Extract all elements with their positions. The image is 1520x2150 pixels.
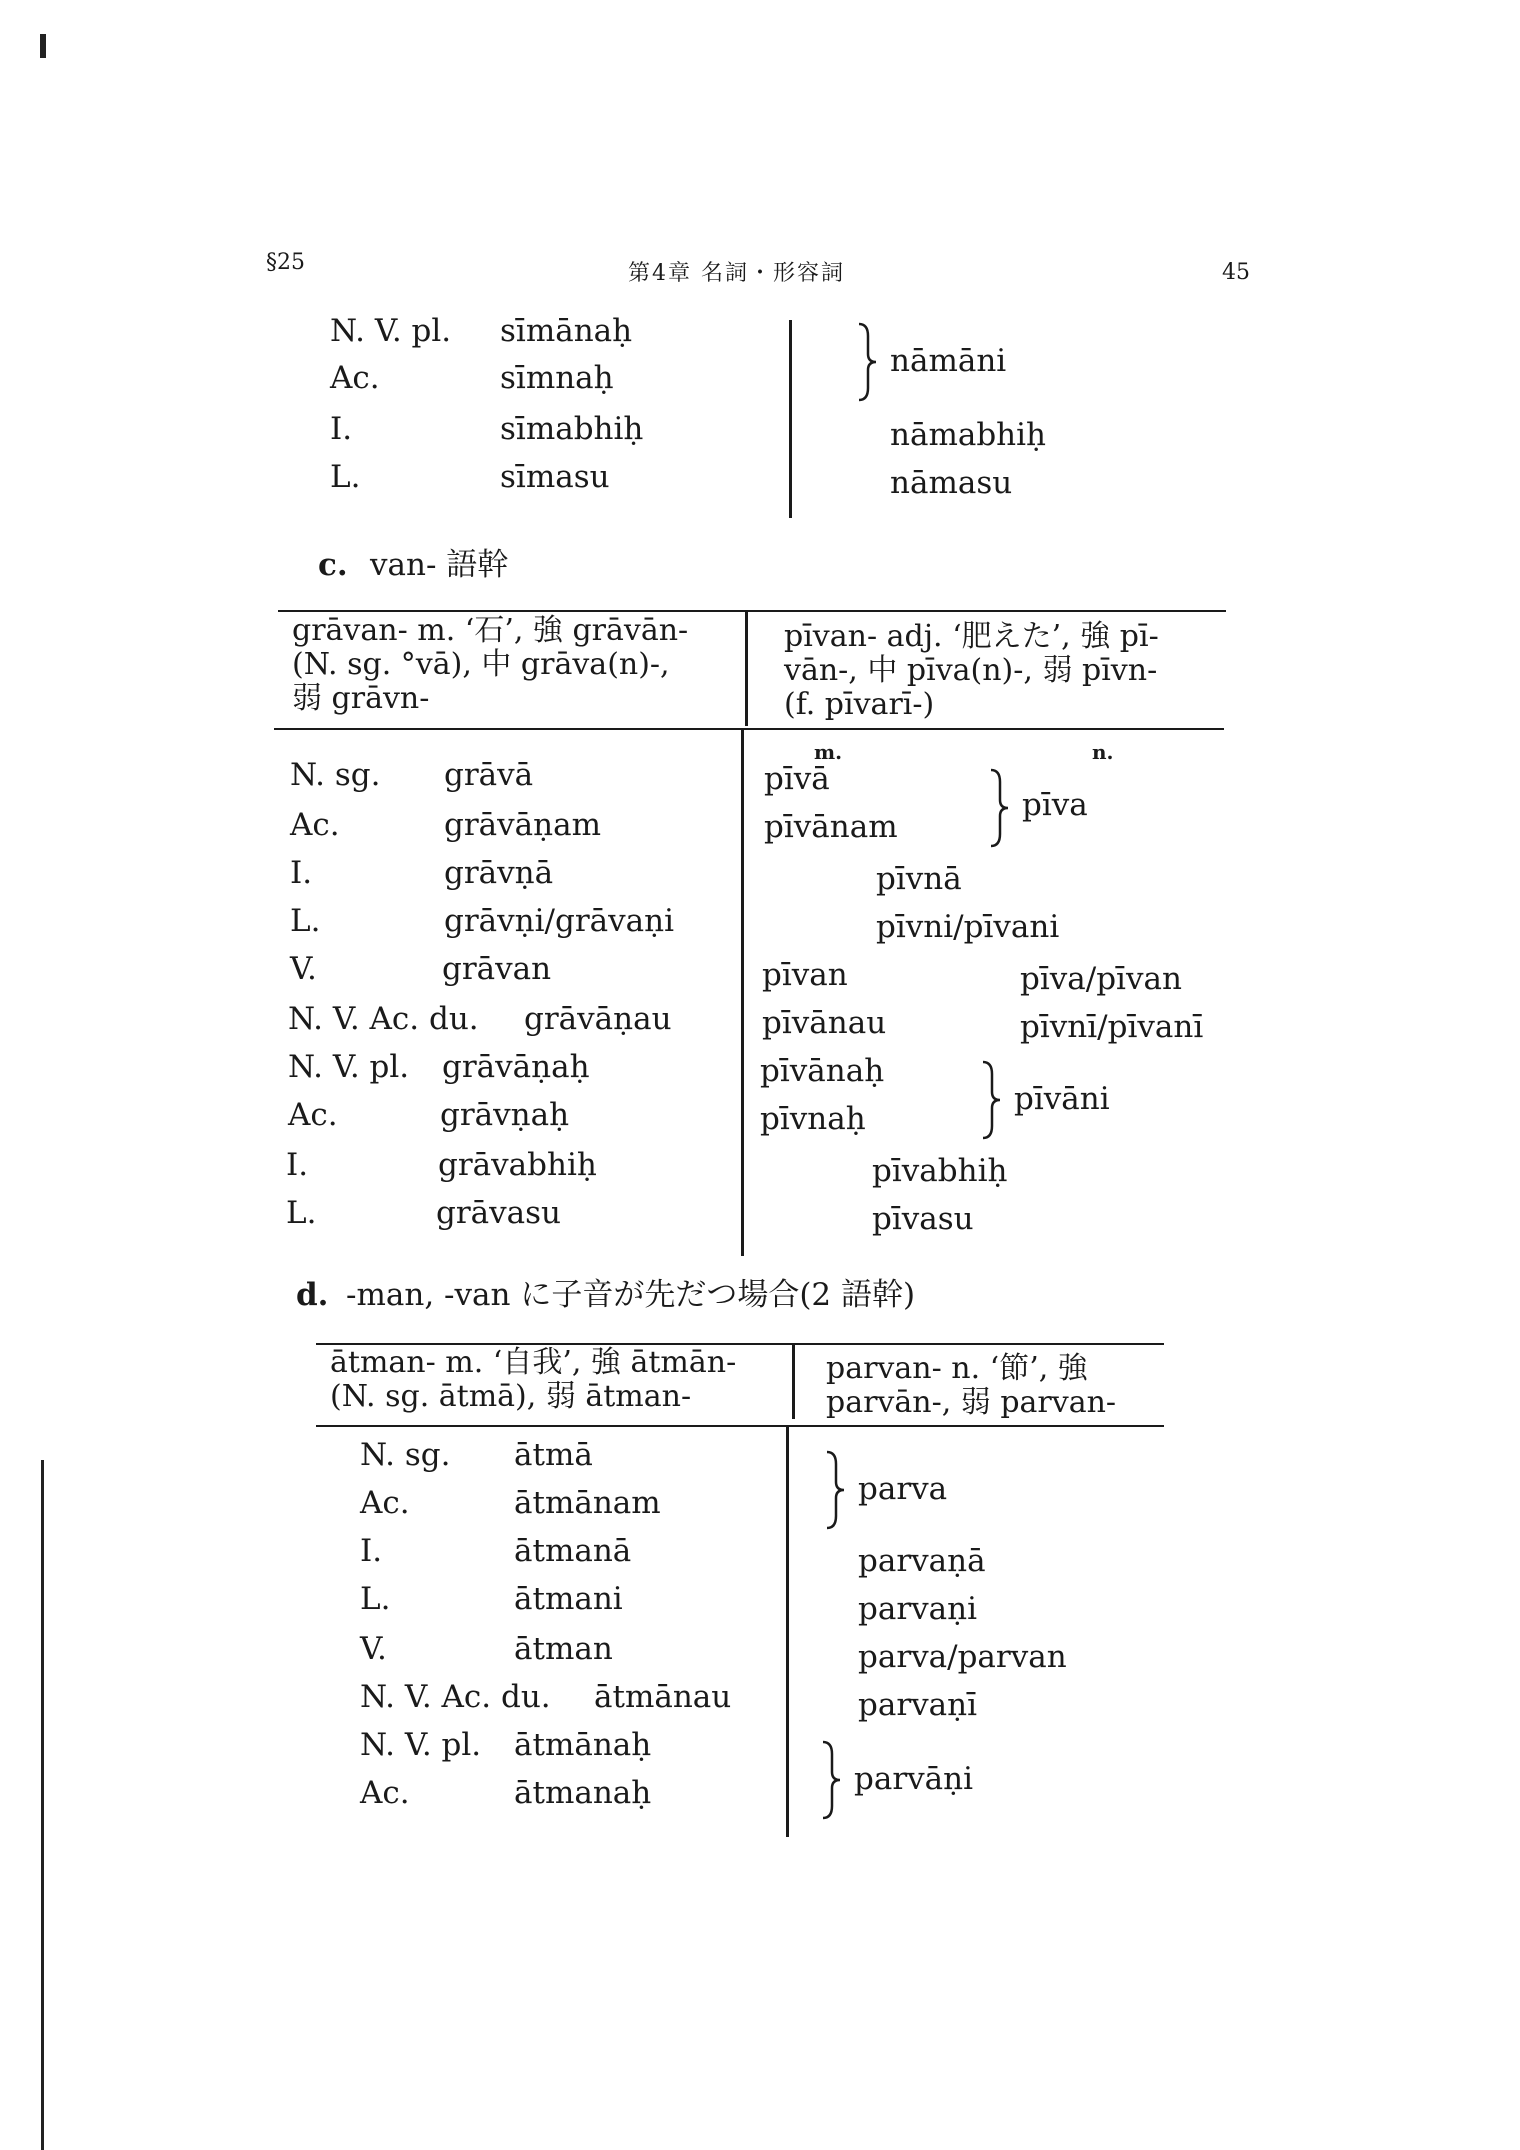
row-form: ātman xyxy=(514,1631,613,1667)
n-label: n. xyxy=(1092,740,1114,764)
row-form: grāvāṇau xyxy=(524,1001,672,1037)
form-acc-m: pīvānam xyxy=(764,809,898,845)
row-label: I. xyxy=(360,1533,383,1569)
brace-form: nāmāni xyxy=(890,343,1007,379)
form-du: parvaṇī xyxy=(858,1687,978,1723)
row-form: grāvabhiḥ xyxy=(438,1147,597,1183)
row-label: N. V. pl. xyxy=(330,313,452,349)
head-line: 弱 grāvn- xyxy=(292,681,430,716)
head-line: ātman- m. ‘自我’, 強 ātmān- xyxy=(330,1345,737,1380)
right-brace-icon xyxy=(980,1060,1004,1140)
row-label: L. xyxy=(290,903,321,939)
row-form: ātmānam xyxy=(514,1485,661,1521)
row-label: Ac. xyxy=(290,807,340,843)
row-label: Ac. xyxy=(360,1485,410,1521)
row-label: N. V. pl. xyxy=(288,1049,410,1085)
row-form: grāvṇi/grāvaṇi xyxy=(444,903,675,939)
head-bottom-rule xyxy=(316,1425,1164,1427)
column-divider xyxy=(741,730,744,1256)
row-label: L. xyxy=(286,1195,317,1231)
row-form: sīmānaḥ xyxy=(500,313,633,349)
head-line: (N. sg. °vā), 中 grāva(n)-, xyxy=(292,647,670,682)
form-apl-m: pīvnaḥ xyxy=(760,1101,866,1137)
right-brace-icon xyxy=(820,1740,844,1820)
row-label: I. xyxy=(286,1147,309,1183)
head-line: (N. sg. ātmā), 弱 ātman- xyxy=(330,1379,692,1414)
right-brace-icon xyxy=(824,1450,848,1530)
row-form: grāvan xyxy=(442,951,552,987)
row-form: grāvāṇam xyxy=(444,807,601,843)
section-letter: c. xyxy=(318,547,348,583)
row-label: Ac. xyxy=(288,1097,338,1133)
section-title: -man, -van に子音が先だつ場合(2 語幹) xyxy=(346,1277,916,1313)
column-divider xyxy=(792,1345,795,1419)
row-form: grāvṇaḥ xyxy=(440,1097,570,1133)
row-form: grāvā xyxy=(444,757,534,793)
form-loc: pīvni/pīvani xyxy=(876,909,1060,945)
form-npl-m: pīvānaḥ xyxy=(760,1053,885,1089)
row-label: N. sg. xyxy=(360,1437,451,1473)
head-line: (f. pīvarī-) xyxy=(784,687,935,722)
form-nsg-m: pīvā xyxy=(764,761,830,797)
form-du-m: pīvānau xyxy=(762,1005,887,1041)
form-loc-pl: nāmasu xyxy=(890,465,1013,501)
row-form: sīmasu xyxy=(500,459,610,495)
row-label: I. xyxy=(330,411,353,447)
row-label: I. xyxy=(290,855,313,891)
brace-form: pīvāni xyxy=(1014,1081,1110,1117)
row-form: ātmā xyxy=(514,1437,593,1473)
chapter-title: 第4章 名詞・形容詞 xyxy=(628,261,845,286)
m-label: m. xyxy=(814,740,843,764)
row-form: grāvasu xyxy=(436,1195,562,1231)
row-label: N. V. Ac. du. xyxy=(288,1001,479,1037)
brace-form: parva xyxy=(858,1471,948,1507)
form-ins-pl: pīvabhiḥ xyxy=(872,1153,1008,1189)
form-loc-pl: pīvasu xyxy=(872,1201,974,1237)
column-divider xyxy=(786,1427,789,1837)
row-label: L. xyxy=(330,459,361,495)
section-title: van- 語幹 xyxy=(370,547,509,583)
row-form: sīmnaḥ xyxy=(500,360,614,396)
head-line: pīvan- adj. ‘肥えた’, 強 pī- xyxy=(784,619,1159,654)
right-brace-icon xyxy=(856,322,880,402)
row-label: V. xyxy=(360,1631,387,1667)
column-divider xyxy=(745,612,748,726)
form-voc: parva/parvan xyxy=(858,1639,1067,1675)
head-line: grāvan- m. ‘石’, 強 grāvān- xyxy=(292,613,689,648)
row-label: N. V. pl. xyxy=(360,1727,482,1763)
row-form: ātmānaḥ xyxy=(514,1727,652,1763)
form-du-n: pīvnī/pīvanī xyxy=(1020,1009,1204,1045)
row-label: N. sg. xyxy=(290,757,381,793)
row-form: ātmani xyxy=(514,1581,623,1617)
row-label: V. xyxy=(290,951,317,987)
form-voc-m: pīvan xyxy=(762,957,848,993)
row-form: grāvṇā xyxy=(444,855,554,891)
column-divider xyxy=(789,320,792,518)
head-line: parvān-, 弱 parvan- xyxy=(826,1385,1117,1420)
margin-rule xyxy=(41,1460,44,2150)
row-form: sīmabhiḥ xyxy=(500,411,644,447)
row-label: L. xyxy=(360,1581,391,1617)
right-brace-icon xyxy=(988,768,1012,848)
brace-form: parvāṇi xyxy=(854,1761,974,1797)
head-line: parvan- n. ‘節’, 強 xyxy=(826,1351,1088,1386)
form-ins: parvaṇā xyxy=(858,1543,986,1579)
row-form: ātmānau xyxy=(594,1679,732,1715)
table-top-rule xyxy=(278,610,1226,612)
row-label: Ac. xyxy=(330,360,380,396)
form-ins-pl: nāmabhiḥ xyxy=(890,417,1047,453)
row-form: ātmanā xyxy=(514,1533,632,1569)
row-form: ātmanaḥ xyxy=(514,1775,652,1811)
row-label: Ac. xyxy=(360,1775,410,1811)
page-number: 45 xyxy=(1222,260,1250,285)
head-line: vān-, 中 pīva(n)-, 弱 pīvn- xyxy=(784,653,1158,688)
form-ins: pīvnā xyxy=(876,861,962,897)
row-form: grāvāṇaḥ xyxy=(442,1049,590,1085)
row-label: N. V. Ac. du. xyxy=(360,1679,551,1715)
brace-form: pīva xyxy=(1022,787,1088,823)
form-voc-n: pīva/pīvan xyxy=(1020,961,1182,997)
margin-mark-top xyxy=(40,34,46,58)
section-number: §25 xyxy=(266,250,305,275)
head-bottom-rule xyxy=(274,728,1224,730)
form-loc: parvaṇi xyxy=(858,1591,978,1627)
section-letter: d. xyxy=(296,1277,329,1313)
